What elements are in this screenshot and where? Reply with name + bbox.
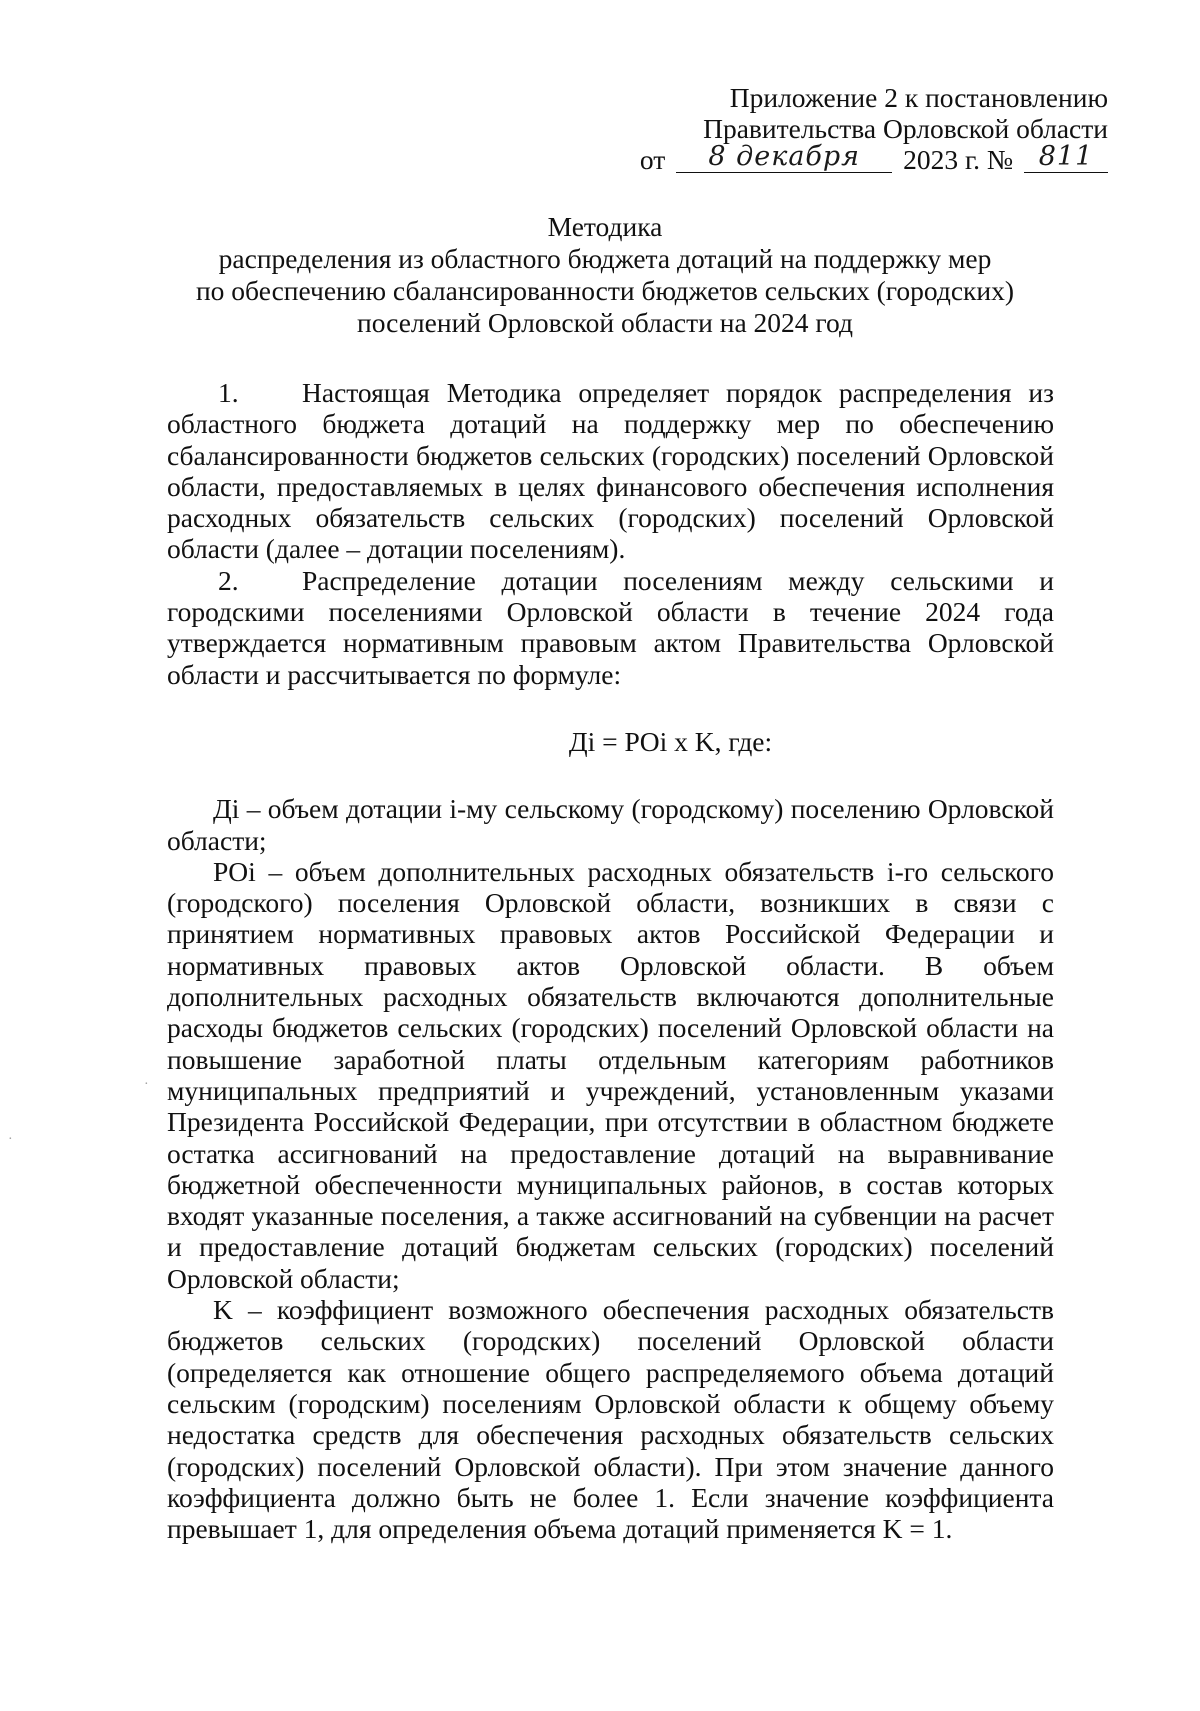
paragraph-number: 2. bbox=[218, 564, 239, 596]
title-line: Методика bbox=[547, 211, 663, 242]
title-line: распределения из областного бюджета дотаций на поддержку мер bbox=[218, 243, 992, 274]
paragraph-2 bbox=[167, 565, 1054, 690]
formula: Дi = POi x K, где: bbox=[568, 725, 773, 757]
title-line: по обеспечению сбалансированности бюджетов сельских (городских) bbox=[195, 275, 1015, 306]
definition-k: K – коэффициент возможного обеспечения расходных обязательств бюджетов сельских (городских) поселений Орловской области (определяется как отношение общего распределяемого объема дотаций сельским (городским) поселениям Орловской области к общему объему недостатка средств для обеспечения расходных обязательств сельских (городских) поселений Орловской области). При этом значение данного коэффициента должно быть не более 1. Если значение коэффициента превышает 1, для определения объема дотаций применяется K = 1. bbox=[167, 1294, 1054, 1545]
paragraph-text: Настоящая Методика определяет порядок распределения из областного бюджета дотаций на поддержку мер по обеспечению сбалансированности бюджетов сельских (городских) поселений Орловской области, предоставляемых в целях финансового обеспечения исполнения расходных обязательств сельских (городских) поселений Орловской области (далее – дотации поселениям). bbox=[167, 377, 1054, 565]
title-line: поселений Орловской области на 2024 год bbox=[357, 307, 853, 338]
handwritten-number: 811 bbox=[1038, 141, 1094, 172]
number-field bbox=[1024, 141, 1108, 173]
paragraph-1 bbox=[167, 377, 1054, 565]
government-line bbox=[640, 113, 1108, 144]
document-body bbox=[167, 377, 1054, 1544]
date-prefix: от bbox=[639, 144, 666, 175]
date-number-line bbox=[639, 141, 1108, 175]
handwritten-date: 8 декабря bbox=[708, 141, 861, 172]
paragraph-text: Распределение дотации поселениям между сельскими и городскими поселениями Орловской области в течение 2024 года утверждается нормативным правовым актом Правительства Орловской области и рассчитывается по формуле: bbox=[167, 564, 1054, 690]
definition-po: POi – объем дополнительных расходных обязательств i-го сельского (городского) поселения Орловской области, возникших в связи с принятием нормативных правовых актов Российской Федерации и нормативных правовых актов Орловской области. В объем дополнительных расходных обязательств включаются дополнительные расходы бюджетов сельских (городских) поселений Орловской области на повышение заработной платы отдельным категориям работников муниципальных предприятий и учреждений, установленным указами Президента Российской Федерации, при отсутствии в областном бюджете остатка ассигнований на предоставление дотаций на выравнивание бюджетной обеспеченности муниципальных районов, в состав которых входят указанные поселения, а также ассигнований на субвенции на расчет и предоставление дотаций бюджетам сельских (городских) поселений Орловской области; bbox=[167, 855, 1054, 1294]
paragraph-number: 1. bbox=[218, 377, 239, 408]
year-label: 2023 г. № bbox=[903, 144, 1014, 175]
date-field bbox=[676, 141, 892, 173]
document-title bbox=[190, 211, 1020, 339]
scan-artifact-dot: · bbox=[144, 1077, 149, 1092]
appendix-line: Приложение 2 к постановлению bbox=[729, 82, 1108, 113]
appendix-header bbox=[640, 82, 1108, 175]
scan-artifact-dot: · bbox=[8, 1132, 13, 1147]
definition-d: Дi – объем дотации i-му сельскому (городскому) поселению Орловской области; bbox=[167, 793, 1054, 856]
government-name: Правительства Орловской области bbox=[703, 113, 1108, 144]
